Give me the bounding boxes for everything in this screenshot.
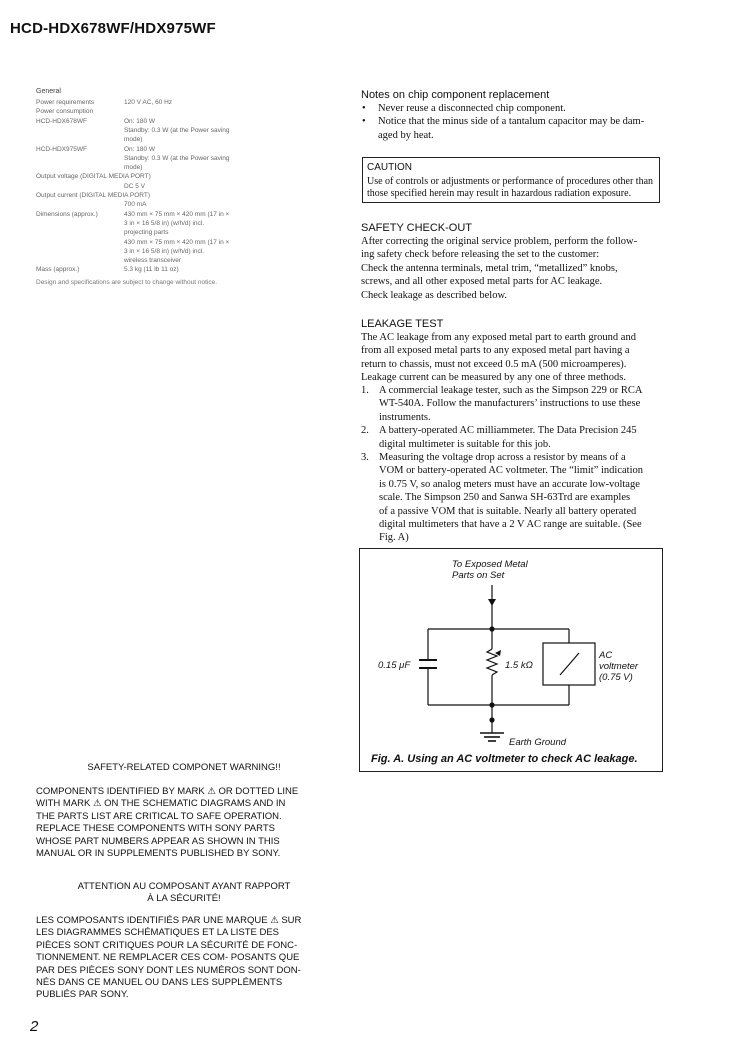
- notes-heading: Notes on chip component replacement: [361, 89, 550, 101]
- text-line: return to chassis, must not exceed 0.5 mA (500 microamperes).: [361, 358, 627, 370]
- text-line: of a passive VOM that is suitable. Nearly all battery operated: [379, 505, 637, 517]
- item-text: [379, 384, 660, 424]
- caution-line: Use of controls or adjustments or performance of procedures other than: [367, 176, 654, 187]
- warning-en-title: SAFETY-RELATED COMPONET WARNING!!: [87, 762, 281, 773]
- figure-label-meter-ac: AC: [599, 650, 613, 661]
- spec-label: Power requirements: [36, 99, 95, 106]
- text-line: instruments.: [379, 411, 431, 423]
- item-text: [379, 451, 660, 545]
- spec-label: Power consumption: [36, 108, 94, 116]
- text-line: from all exposed metal parts to any exposed metal part having a: [361, 345, 630, 357]
- bullet-marker: •: [362, 103, 366, 114]
- spec-value: wireless transceiver: [124, 257, 182, 265]
- text-line: ATTENTION AU COMPOSANT AYANT RAPPORT: [77, 881, 291, 892]
- figure-label-resistor: 1.5 kΩ: [505, 660, 533, 671]
- spec-value: Standby: 0.3 W (at the Power saving: [124, 126, 230, 134]
- warning-fr-text: [36, 915, 334, 1002]
- bullet-text: Never reuse a disconnected chip component.: [378, 103, 566, 114]
- text-line: Measuring the voltage drop across a resistor by means of a: [379, 452, 626, 463]
- text-line: MANUAL OR IN SUPPLEMENTS PUBLISHED BY SONY.: [36, 848, 281, 860]
- text-line: is 0.75 V, so analog meters must have an accurate low-voltage: [379, 478, 640, 490]
- spec-value: On: 180 W: [124, 145, 156, 153]
- text-line: LES DIAGRAMMES SCHÉMATIQUES ET LA LISTE DES: [36, 927, 280, 939]
- spec-value: 430 mm × 75 mm × 420 mm (17 in ×: [124, 210, 230, 218]
- safety-checkout-heading: SAFETY CHECK-OUT: [361, 222, 473, 234]
- text-line: The AC leakage from any exposed metal part to earth ground and: [361, 332, 636, 343]
- text-line: PAR DES PIÈCES SONY DONT LES NUMÉROS SONT DON-: [36, 964, 301, 976]
- spec-label: Mass (approx.): [36, 266, 80, 274]
- text-line: scale. The Simpson 250 and Sanwa SH-63Trd are examples: [379, 492, 631, 504]
- spec-value: 5.3 kg (11 lb 11 oz): [124, 266, 179, 274]
- text-line: PIÈCES SONT CRITIQUES POUR LA SÉCURITÉ DE FONC-: [36, 939, 298, 951]
- text-line: digital multimeter is suitable for this job.: [379, 438, 551, 450]
- text-line: Check the antenna terminals, metal trim, “metallized” knobs,: [361, 262, 618, 274]
- spec-value: 3 in × 16 5/8 in) (w/h/d) incl.: [124, 219, 205, 227]
- model-title: HCD-HDX678WF/HDX975WF: [10, 20, 216, 37]
- warning-fr-title: [36, 881, 332, 905]
- figure-label-parts-on-set: Parts on Set: [452, 570, 505, 581]
- caution-title: CAUTION: [367, 162, 412, 173]
- bullet-text: Notice that the minus side of a tantalum capacitor may be dam-: [378, 116, 645, 128]
- text-line: Check leakage as described below.: [361, 289, 507, 301]
- text-line: WHOSE PART NUMBERS APPEAR AS SHOWN IN THIS: [36, 835, 280, 847]
- specs-footnote: Design and specifications are subject to change without notice.: [36, 279, 218, 286]
- figure-label-capacitor: 0.15 μF: [378, 660, 411, 671]
- figure-label-meter-voltmeter: voltmeter: [599, 661, 639, 672]
- spec-value: mode): [124, 136, 143, 144]
- caution-text: [367, 176, 657, 201]
- caution-box: [362, 157, 660, 203]
- text-line: VOM or battery-operated AC voltmeter. The “limit” indication: [379, 465, 643, 477]
- leakage-test-heading: LEAKAGE TEST: [361, 318, 444, 330]
- text-line: LES COMPOSANTS IDENTIFIÉS PAR UNE MARQUE ⚠ SUR: [36, 915, 302, 926]
- spec-value: DC 5 V: [124, 182, 145, 190]
- spec-label: HCD-HDX975WF: [36, 145, 87, 153]
- text-line: COMPONENTS IDENTIFIED BY MARK ⚠ OR DOTTED LINE: [36, 786, 299, 797]
- text-line: THE PARTS LIST ARE CRITICAL TO SAFE OPERATION.: [36, 810, 282, 822]
- item-text: [379, 424, 660, 451]
- junction-dot-top: [489, 626, 494, 631]
- text-line: A commercial leakage tester, such as the Simpson 229 or RCA: [379, 385, 643, 396]
- spec-value: 3 in × 16 5/8 in) (w/h/d) incl.: [124, 247, 205, 255]
- text-line: A battery-operated AC milliammeter. The Data Precision 245: [379, 425, 637, 437]
- junction-dot-bottom: [489, 702, 494, 707]
- figure-label-meter-range: (0.75 V): [599, 672, 633, 683]
- leakage-method-item: [361, 424, 660, 451]
- text-line: screws, and all other exposed metal parts for AC leakage.: [361, 276, 603, 288]
- spec-value: 430 mm × 75 mm × 420 mm (17 in ×: [124, 238, 230, 246]
- spec-value: 700 mA: [124, 201, 147, 209]
- item-number: 1.: [361, 385, 369, 396]
- spec-value: On: 180 W: [124, 117, 156, 125]
- figure-label-earth-ground: Earth Ground: [509, 737, 567, 748]
- text-line: WITH MARK ⚠ ON THE SCHEMATIC DIAGRAMS AND IN: [36, 798, 286, 810]
- spec-value: projecting parts: [124, 229, 169, 237]
- text-line: À LA SÉCURITÉ!: [147, 893, 221, 904]
- text-line: PUBLIÉS PAR SONY.: [36, 989, 129, 1001]
- bullet-text: aged by heat.: [378, 129, 434, 141]
- spec-label: Output voltage (DIGITAL MEDIA PORT): [36, 173, 151, 181]
- spec-value: Standby: 0.3 W (at the Power saving: [124, 154, 230, 162]
- spec-label: Dimensions (approx.): [36, 210, 98, 218]
- item-number: 3.: [361, 452, 369, 463]
- voltmeter-needle: [560, 653, 579, 675]
- text-line: TIONNEMENT. NE REMPLACER CES COM- POSANTS QUE: [36, 952, 300, 964]
- text-line: digital multimeters that have a 2 V AC range are suitable. (See: [379, 519, 642, 531]
- figure-caption: Fig. A. Using an AC voltmeter to check AC leakage.: [371, 753, 638, 765]
- leakage-test-text: [361, 331, 659, 385]
- text-line: Leakage current can be measured by any one of three methods.: [361, 372, 627, 384]
- figure-a: [359, 548, 663, 772]
- text-line: After correcting the original service problem, perform the follow-: [361, 236, 638, 247]
- spec-value: 120 V AC, 60 Hz: [124, 99, 173, 106]
- item-number: 2.: [361, 425, 369, 437]
- text-line: ing safety check before releasing the set to the customer:: [361, 249, 600, 261]
- bullet-marker: •: [362, 116, 366, 128]
- junction-dot-ground: [489, 717, 494, 722]
- safety-checkout-text: [361, 235, 659, 302]
- figure-label-exposed-metal: To Exposed Metal: [452, 559, 528, 570]
- spec-label: Output current (DIGITAL MEDIA PORT): [36, 192, 151, 199]
- specs-heading: General: [36, 88, 61, 95]
- spec-value: mode): [124, 164, 143, 172]
- probe-arrow: [488, 599, 496, 606]
- text-line: WT-540A. Follow the manufacturers’ instructions to use these: [379, 398, 641, 410]
- text-line: REPLACE THESE COMPONENTS WITH SONY PARTS: [36, 823, 275, 835]
- caution-line: those specified herein may result in hazardous radiation exposure.: [367, 188, 632, 200]
- page-number: 2: [30, 1018, 39, 1035]
- text-line: Fig. A): [379, 532, 409, 544]
- spec-label: HCD-HDX678WF: [36, 117, 87, 125]
- leakage-method-item: [361, 384, 660, 424]
- warning-en-text: [36, 786, 334, 860]
- leakage-method-item: [361, 451, 660, 545]
- text-line: NÉS DANS CE MANUEL OU DANS LES SUPPLÉMENTS: [36, 977, 283, 989]
